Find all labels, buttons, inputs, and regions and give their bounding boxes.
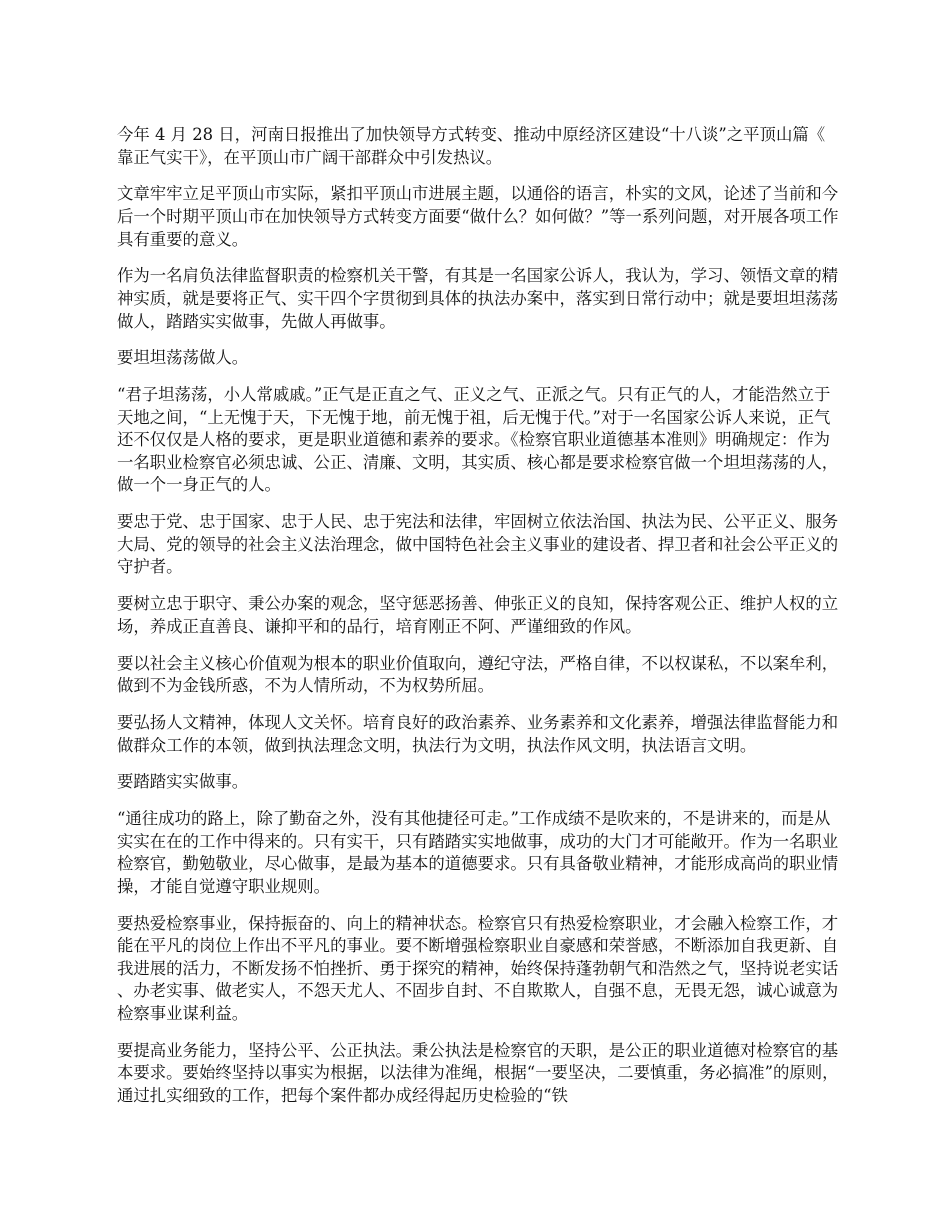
paragraph-love-career: 要热爱检察事业，保持振奋的、向上的精神状态。检察官只有热爱检察职业，才会融入检察工作，才能在平凡的岗位上作出不平凡的事业。要不断增强检察职业自豪感和荣誉感，不断添加自我更新、自我进展的活力，不断发扬不怕挫折、勇于探究的精神，始终保持蓬勃朝气和浩然之气，坚持说老实话、办老实事、做老实人，不怨天尤人、不固步自封、不自欺欺人，自强不息，无畏无怨，诚心诚意为检察事业谋利益。 xyxy=(117,913,839,1024)
paragraph-intro: 今年 4 月 28 日，河南日报推出了加快领导方式转变、推动中原经济区建设“十八谈”之平顶山篇《靠正气实干》，在平顶山市广阔干部群众中引发热议。 xyxy=(117,125,826,167)
paragraph-diligence-quote: “通往成功的路上，除了勤奋之外，没有其他捷径可走。”工作成绩不是吹来的，不是讲来的，而是从实实在在的工作中得来的。只有实干，只有踏踏实实地做事，成功的大门才可能敞开。作为一名职业检察官，勤勉敬业，尽心做事，是最为基本的道德要求。只有具备敬业精神，才能形成高尚的职业情操，才能自觉遵守职业规则。 xyxy=(117,809,839,896)
paragraph-author-view: 作为一名肩负法律监督职责的检察机关干警，有其是一名国家公诉人，我认为，学习、领悟文章的精神实质，就是要将正气、实干四个字贯彻到具体的执法办案中，落实到日常行动中；就是要坦坦荡荡做人，踏踏实实做事，先做人再做事。 xyxy=(117,266,839,331)
paragraph-professional-ability: 要提高业务能力，坚持公平、公正执法。秉公执法是检察官的天职，是公正的职业道德对检察官的基本要求。要始终坚持以事实为根据，以法律为准绳，根据“一要坚决，二要慎重，务必搞准”的原则，通过扎实细致的工作，把每个案件都办成经得起历史检验的“铁 xyxy=(117,1040,839,1106)
paragraph-humanism: 要弘扬人文精神，体现人文关怀。培育良好的政治素养、业务素养和文化素养，增强法律监督能力和做群众工作的本领，做到执法理念文明，执法行为文明，执法作风文明，执法语言文明。 xyxy=(117,712,839,755)
paragraph-loyalty: 要忠于党、忠于国家、忠于人民、忠于宪法和法律，牢固树立依法治国、执法为民、公平正义、服务大局、党的领导的社会主义法治理念，做中国特色社会主义事业的建设者、捍卫者和社会公平正义的守护者。 xyxy=(117,512,839,577)
paragraph-duty: 要树立忠于职守、秉公办案的观念，坚守惩恶扬善、伸张正义的良知，保持客观公正、维护人权的立场，养成正直善良、谦抑平和的品行，培育刚正不阿、严谨细致的作风。 xyxy=(117,594,839,636)
paragraph-article-summary: 文章牢牢立足平顶山市实际，紧扣平顶山市进展主题，以通俗的语言，朴实的文风，论述了当前和今后一个时期平顶山市在加快领导方式转变方面要“做什么？如何做？”等一系列问题，对开展各项工作具有重要的意义。 xyxy=(117,184,839,249)
paragraph-integrity-quote: “君子坦荡荡，小人常戚戚。”正气是正直之气、正义之气、正派之气。只有正气的人，才能浩然立于天地之间，“上无愧于天，下无愧于地，前无愧于祖，后无愧于代。”对于一名国家公诉人来说，正气还不仅仅是人格的要求，更是职业道德和素养的要求。《检察官职业道德基本准则》明确规定：作为一名职业检察官必须忠诚、公正、清廉、文明，其实质、核心都是要求检察官做一个坦坦荡荡的人，做一个一身正气的人。 xyxy=(117,385,839,495)
document-body xyxy=(117,124,841,1122)
paragraph-core-values: 要以社会主义核心价值观为根本的职业价值取向，遵纪守法，严格自律，不以权谋私，不以案牟利，做到不为金钱所惑，不为人情所动，不为权势所屈。 xyxy=(117,653,839,696)
section-heading-integrity: 要坦坦荡荡做人。 xyxy=(117,348,249,368)
section-heading-diligence: 要踏踏实实做事。 xyxy=(117,772,249,792)
